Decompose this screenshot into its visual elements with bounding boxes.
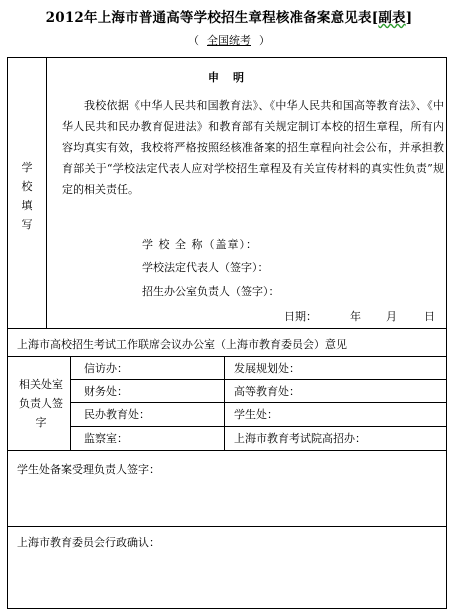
date-label: 日期： xyxy=(284,310,317,323)
declaration-body: 我校依据《中华人民共和国教育法》、《中华人民共和国高等教育法》、《中华人民共和民办教育促进法》和教育部有关规定制订本校的招生章程，所有内容均真实有效，我校将严格按照经核准备案的招生章程向社会公布，并承担教育部关于“学校法定代表人应对学校招生章程及有关宣传材料的真实性负责”规定的相关责任。 xyxy=(62,99,444,196)
office-cell-private-ed: 民办教育处： xyxy=(84,408,150,421)
office-side-divider xyxy=(70,356,71,450)
office-row-border-1 xyxy=(70,379,446,380)
declaration-title: 申明 xyxy=(208,71,258,84)
form-table xyxy=(7,57,447,609)
office-side-label: 相关处室负责人签字 xyxy=(19,378,63,429)
office-row-border-2 xyxy=(70,402,446,403)
student-office-top-border xyxy=(8,450,446,451)
date-day: 日 xyxy=(424,310,435,323)
title-tag: 副表 xyxy=(378,10,406,26)
school-name-label: 学 校 全 称（盖章）： xyxy=(142,238,258,251)
legal-rep-label: 学校法定代表人（签字）： xyxy=(142,261,269,274)
commission-label: 上海市教育委员会行政确认： xyxy=(17,536,160,549)
office-cell-exam-authority: 上海市教育考试院高招办： xyxy=(234,432,366,445)
office-head-label: 招生办公室负责人（签字）： xyxy=(142,285,280,298)
office-section-top-border xyxy=(8,328,446,329)
office-row-border-3 xyxy=(70,426,446,427)
date-month: 月 xyxy=(386,310,397,323)
office-cell-supervision: 监察室： xyxy=(84,432,128,445)
school-section-divider xyxy=(46,58,47,328)
office-section-header: 上海市高校招生考试工作联席会议办公室（上海市教育委员会）意见 xyxy=(17,338,347,351)
form-subtitle: （ 全国统考 ） xyxy=(188,34,270,47)
commission-top-border xyxy=(8,526,446,527)
office-cell-higher-ed: 高等教育处： xyxy=(234,385,300,398)
form-title: 2012年上海市普通高等学校招生章程核准备案意见表[副表] xyxy=(45,10,413,26)
office-cell-petition: 信访办： xyxy=(84,362,128,375)
date-year: 年 xyxy=(350,310,361,323)
office-column-divider xyxy=(224,356,225,450)
office-cell-students: 学生处： xyxy=(234,408,278,421)
school-side-label: 学校填写 xyxy=(21,161,33,231)
office-header-bottom-border xyxy=(8,356,446,357)
office-cell-planning: 发展规划处： xyxy=(234,362,300,375)
office-cell-finance: 财务处： xyxy=(84,385,128,398)
student-office-label: 学生处备案受理负责人签字： xyxy=(17,463,160,476)
